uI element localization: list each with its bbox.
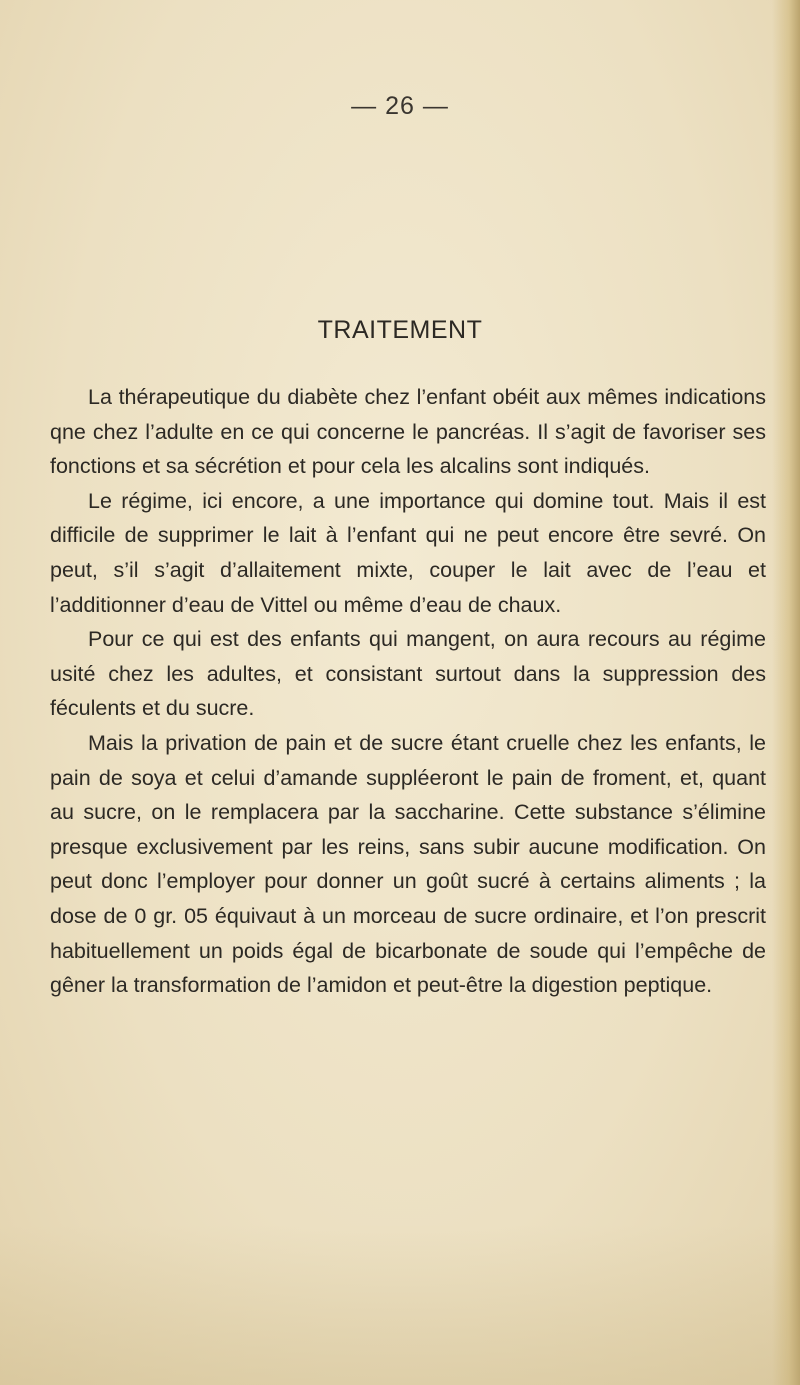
paragraph: La thérapeutique du diabète chez l’enfant obéit aux mêmes indications qne chez l’adulte en ce qui concerne le pancréas. Il s’agit de favoriser ses fonctions et sa sécrétion et pour cela les alcalins sont indiqués. — [50, 385, 766, 479]
body-text — [50, 380, 766, 1003]
page-bottom-shadow — [0, 1225, 800, 1385]
paragraph: Pour ce qui est des enfants qui mangent, on aura recours au régime usité chez les adultes, et consistant surtout dans la suppression des féculents et du sucre. — [50, 627, 766, 721]
paragraph: Mais la privation de pain et de sucre étant cruelle chez les enfants, le pain de soya et celui d’amande suppléeront le pain de froment, et, quant au sucre, on le remplacera par la saccharine. Cette substance s’élimine presque exclusivement par les reins, sans subir aucune modification. On peut donc l’employer pour donner un goût sucré à certains aliments ; la dose de 0 gr. 05 équivaut à un morceau de sucre ordinaire, et l’on prescrit habituellement un poids égal de bicarbonate de soude qui l’empêche de gêner la transformation de l’amidon et peut-être la digestion peptique. — [50, 730, 766, 998]
page-number: — 26 — — [351, 92, 449, 120]
paragraph: Le régime, ici encore, a une importance qui domine tout. Mais il est difficile de supprimer le lait à l’enfant qui ne peut encore être sevré. On peut, s’il s’agit d’allaitement mixte, couper le lait avec de l’eau et l’additionner d’eau de Vittel ou même d’eau de chaux. — [50, 488, 766, 617]
section-heading: TRAITEMENT — [317, 316, 483, 344]
page-edge-shadow — [772, 0, 800, 1385]
